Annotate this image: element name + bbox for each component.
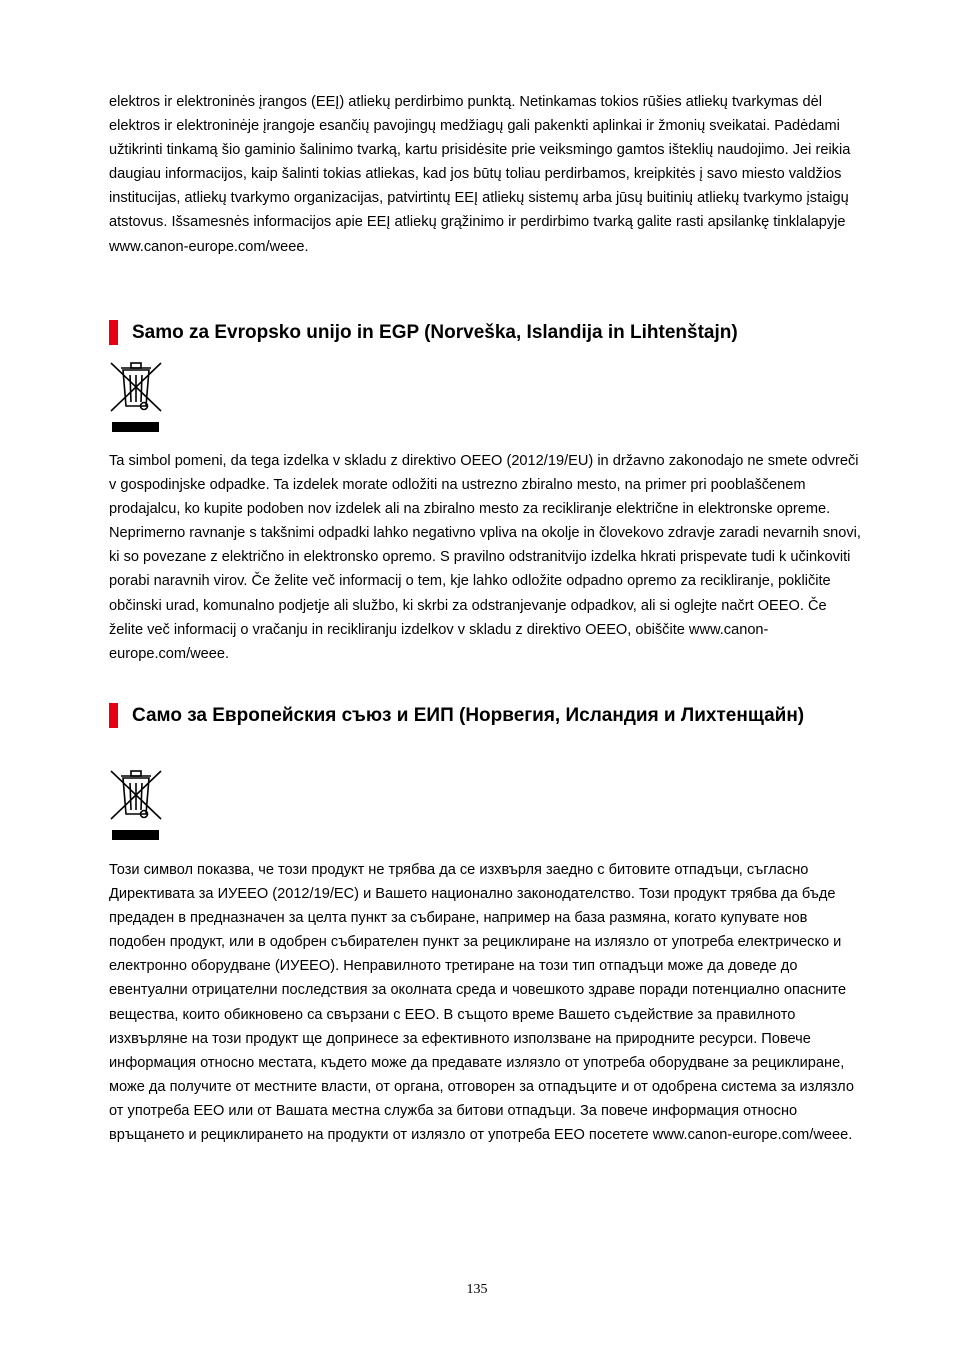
bulgarian-heading: Само за Европейския съюз и ЕИП (Норвегия, Исландия и Лихтенщайн)	[109, 703, 869, 728]
bulgarian-paragraph: Този символ показва, че този продукт не трябва да се изхвърля заедно с битовите отпадъци, съгласно Директивата за ИУЕЕО (2012/19/ЕС) и Вашето национално законодателство. Този продукт трябва да бъде предаден в предназначен за целта пункт за събиране, например на база размяна, когато купувате нов подобен продукт, или в одобрен събирателен пункт за рециклиране на излязло от употреба електрическо и електронно оборудване (ИУЕЕО). Неправилното третиране на този тип отпадъци може да доведе до евентуални отрицателни последствия за околната среда и човешкото здраве поради потенциално опасните вещества, които обикновено са свързани с ЕЕО. В същото време Вашето съдействие за правилното изхвърляне на този продукт ще допринесе за ефективното използване на природните ресурси. Повече информация относно местата, където може да предавате излязло от употреба оборудване за рециклиране, може да получите от местните власти, от органа, отговорен за отпадъците и от одобрена система за излязло от употреба ЕЕО или от Вашата местна служба за битови отпадъци. За повече информация относно връщането и рециклирането на продукти от излязло от употреба ЕЕО посетете www.canon-europe.com/weee.	[109, 862, 854, 1144]
page-number: 135	[466, 1282, 488, 1297]
slovenian-heading: Samo za Evropsko unijo in EGP (Norveška, Islandija in Lihtenštajn)	[109, 320, 869, 345]
slovenian-paragraph: Ta simbol pomeni, da tega izdelka v skladu z direktivo OEEO (2012/19/EU) in državno zakonodajo ne smete odvreči v gospodinjske odpadke. Ta izdelek morate odložiti na ustrezno zbiralno mesto, na primer pri pooblaščenem prodajalcu, ko kupite podoben nov izdelek ali na zbiralno mesto za recikliranje električne in elektronske opreme. Neprimerno ravnanje s takšnimi odpadki lahko negativno vpliva na okolje in človekovo zdravje zaradi nevarnih snovi, ki so povezane z električno in elektronsko opremo. S pravilno odstranitvijo izdelka hkrati prispevate tudi k učinkoviti porabi naravnih virov. Če želite več informacij o tem, kje lahko odložite odpadno opremo za recikliranje, pokličite občinski urad, komunalno podjetje ali službo, ki skrbi za odstranjevanje odpadkov, ali si oglejte načrt OEEO. Če želite več informacij o vračanju in recikliranju izdelkov v skladu z direktivo OEEO, obiščite www.canon-europe.com/weee.	[109, 453, 861, 662]
weee-crossed-bin-icon	[109, 360, 163, 434]
weee-crossed-bin-icon	[109, 768, 163, 842]
bulgarian-section	[109, 858, 861, 1147]
lithuanian-section	[109, 90, 861, 259]
slovenian-section	[109, 449, 861, 666]
lithuanian-paragraph: elektros ir elektroninės įrangos (EEĮ) atliekų perdirbimo punktą. Netinkamas tokios rūšies atliekų tvarkymas dėl elektros ir elektroninėje įrangoje esančių pavojingų medžiagų gali pakenkti aplinkai ir žmonių sveikatai. Padėdami užtikrinti tinkamą šio gaminio šalinimo tvarką, kartu prisidėsite prie veiksmingo gamtos išteklių naudojimo. Jei reikia daugiau informacijos, kaip šalinti tokias atliekas, kad jos būtų toliau perdirbamos, kreipkitės į savo miesto valdžios institucijas, atliekų tvarkymo organizacijas, patvirtintų EEĮ atliekų sistemų arba jūsų buitinių atliekų tvarkymo įstaigų atstovus. Išsamesnės informacijos apie EEĮ atliekų grąžinimo ir perdirbimo tvarką galite rasti apsilankę tinklalapyje www.canon-europe.com/weee.	[109, 94, 851, 255]
